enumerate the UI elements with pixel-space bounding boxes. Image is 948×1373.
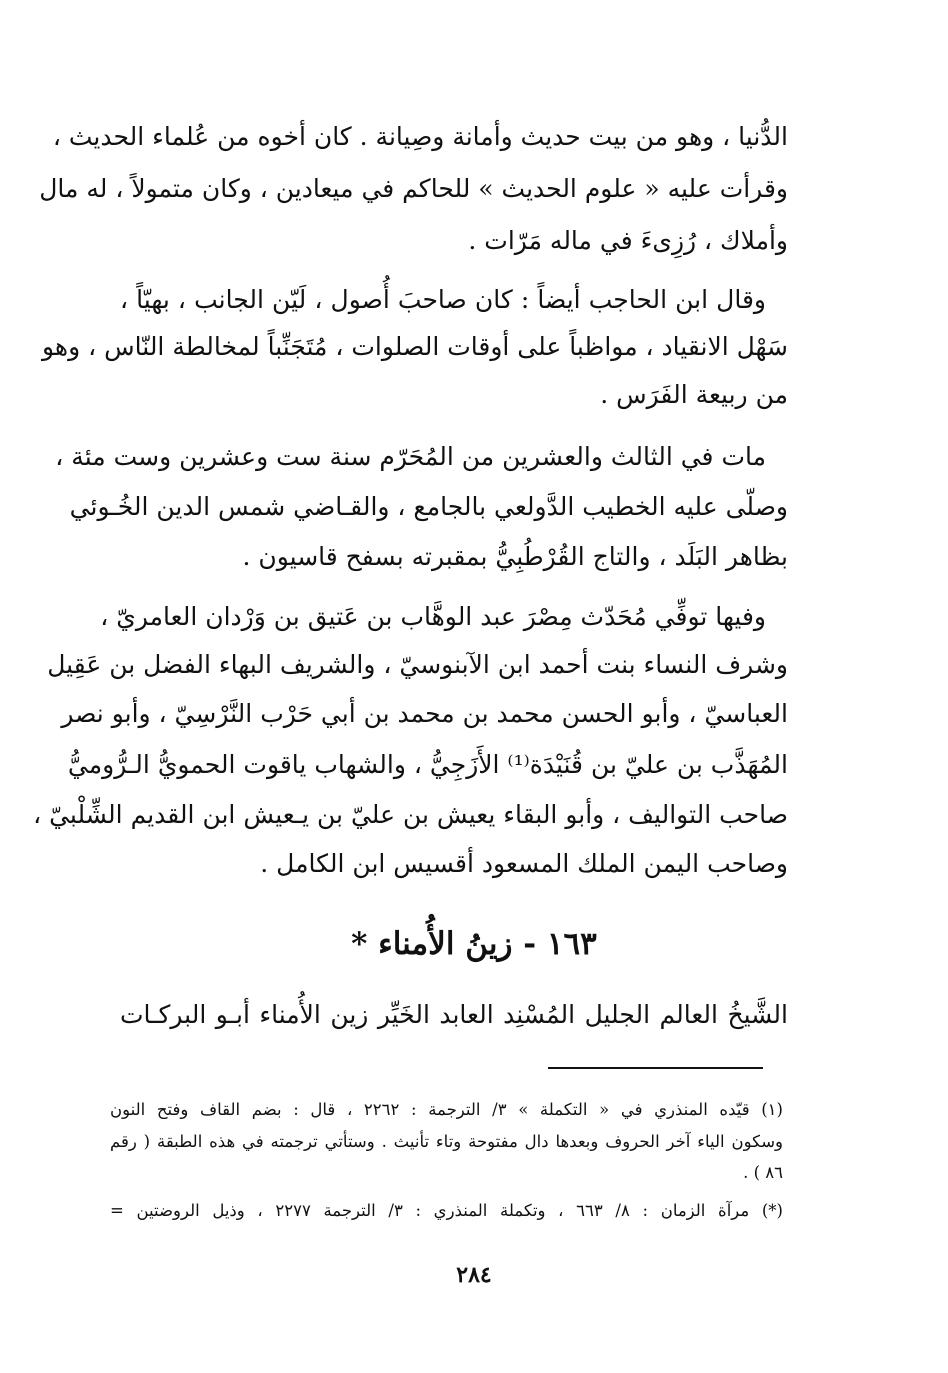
text-line: العباسيّ ، وأبو الحسن محمد بن محمد بن أبي حَرْب النَّرْسِيّ ، وأبو نصر [61, 699, 788, 728]
footnote-line: (*) مرآة الزمان : ٨/ ٦٦٣ ، وتكملة المنذري : ٣/ الترجمة ٢٢٧٧ ، وذيل الروضتين = [110, 1201, 783, 1220]
text-line: وقرأت عليه « علوم الحديث » للحاكم في ميعادين ، وكان متمولاً ، له مال [39, 174, 788, 203]
text-line: سَهْل الانقياد ، مواظباً على أوقات الصلوات ، مُتَجَنِّباً لمخالطة النّاس ، وهو [42, 332, 788, 361]
text-line: بظاهر البَلَد ، والتاج القُرْطُبِيُّ بمقبرته بسفح قاسيون . [242, 542, 788, 571]
text-line: الدُّنيا ، وهو من بيت حديث وأمانة وصِيانة . كان أخوه من عُلماء الحديث ، [52, 122, 788, 151]
footnote-line: ٨٦ ) . [743, 1163, 783, 1182]
text-line: وشرف النساء بنت أحمد ابن الآبنوسيّ ، والشريف البهاء الفضل بن عَقِيل [47, 650, 788, 679]
footnote-separator [548, 1067, 763, 1069]
text-line: صاحب التواليف ، وأبو البقاء يعيش بن عليّ بن يـعيش ابن القديم الشِّلْبيّ ، [33, 800, 788, 829]
text-line: وقال ابن الحاجب أيضاً : كان صاحبَ أُصول ، لَيّن الجانب ، بهيّاً ، [120, 285, 766, 314]
page-number: ٢٨٤ [456, 1262, 492, 1288]
bio-line: الشَّيخُ العالم الجليل المُسْنِد العابد الخَيِّر زين الأُمناء أبـو البركـات [120, 1000, 788, 1029]
text-line: مات في الثالث والعشرين من المُحَرّم سنة ست وعشرين وست مئة ، [55, 442, 766, 471]
text-line: من ربيعة الفَرَس . [600, 380, 788, 409]
text-line: المُهَذَّب بن عليّ بن قُنَيْدَة⁽¹⁾ الأَزَجِيُّ ، والشهاب ياقوت الحمويُّ الـرُّوميُّ [67, 750, 788, 779]
text-line: وفيها توفِّي مُحَدّث مِصْرَ عبد الوهَّاب بن عَتيق بن وَرْدان العامريّ ، [100, 602, 766, 631]
footnote-line: (١) قيّده المنذري في « التكملة » ٣/ الترجمة : ٢٢٦٢ ، قال : بضم القاف وفتح النون [110, 1100, 783, 1119]
text-line: وصلّى عليه الخطيب الدَّولعي بالجامع ، والقـاضي شمس الدين الخُـوئي [69, 492, 788, 521]
entry-heading: ١٦٣ - زينُ الأُمناء * [351, 926, 597, 962]
footnote-line: وسكون الياء آخر الحروف وبعدها دال مفتوحة وتاء تأنيث . وستأتي ترجمته في هذه الطبقة ( رقم [110, 1132, 783, 1151]
text-line: وأملاك ، رُزِىءَ في ماله مَرّات . [468, 226, 788, 255]
text-line: وصاحب اليمن الملك المسعود أقسيس ابن الكامل . [260, 849, 788, 878]
